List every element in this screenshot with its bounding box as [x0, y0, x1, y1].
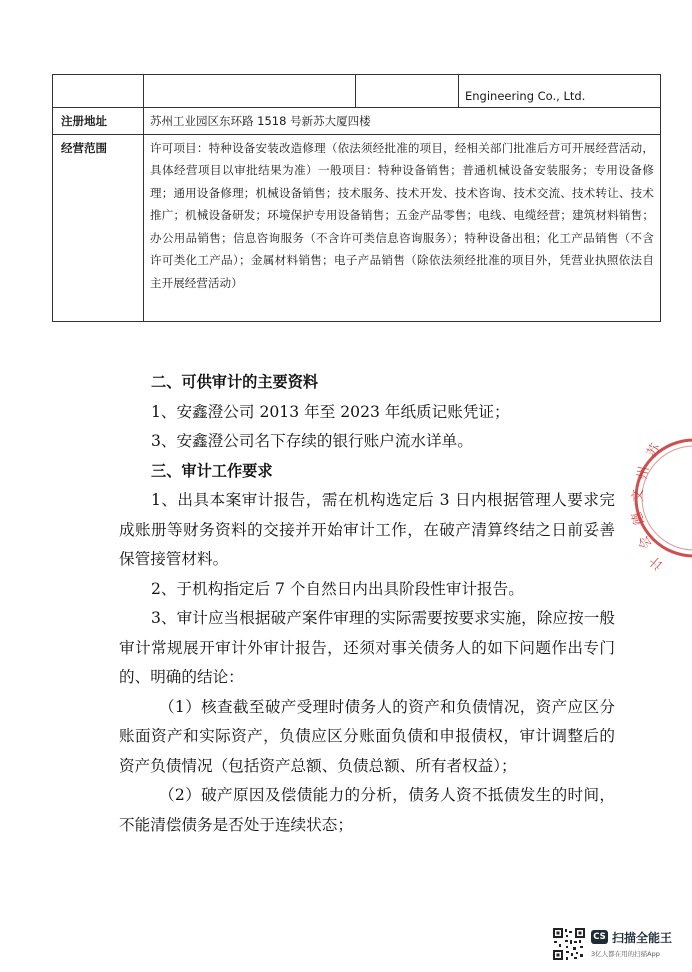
svg-text:文: 文 — [631, 488, 646, 502]
company-seal — [632, 418, 692, 578]
svg-text:计: 计 — [646, 552, 667, 573]
section-3-heading: 三、审计工作要求 — [151, 461, 273, 480]
document-body — [119, 368, 615, 840]
scope-value: 许可项目：特种设备安装改造修理（依法须经批准的项目，经相关部门批准后方可开展经营活动，具体经营项目以审批结果为准）一般项目：特种设备销售；普通机械设备安装服务；专用设备修理；通用设备修理；机械设备销售；技术服务、技术开发、技术咨询、技术交流、技术转让、技术推广；机械设备研发；环境保护专用设备销售；五金产品零售；电线、电缆经营；建筑材料销售；办公用品销售；信息咨询服务（不含许可类信息咨询服务）；特种设备出租；化工产品销售（不含许可类化工产品）；金属材料销售；电子产品销售（除依法须经批准的项目外，凭营业执照依法自主开展经营活动） — [150, 141, 654, 290]
company-english-name: Engineering Co., Ltd. — [459, 75, 661, 108]
section-2-item-1: 1、安鑫澄公司 2013 年至 2023 年纸质记账凭证； — [151, 402, 510, 421]
scanner-watermark — [552, 927, 687, 967]
table-row-address — [53, 108, 661, 135]
address-value: 苏州工业园区东环路 1518 号新苏大厦四楼 — [144, 108, 661, 135]
scope-label: 经营范围 — [53, 135, 144, 322]
scope-cell — [144, 135, 661, 322]
section-3-subitem-2: （2）破产原因及偿债能力的分析，债务人资不抵债发生的时间，不能清偿债务是否处于连续状态； — [119, 786, 615, 834]
section-3-subitem-1: （1）核查截至破产受理时债务人的资产和负债情况，资产应区分账面资产和实际资产，负债应区分账面负债和申报债权，审计调整后的资产负债情况（包括资产总额、负债总额、所有者权益）； — [119, 697, 615, 775]
qr-code-icon — [552, 927, 586, 961]
table-cell-empty — [53, 75, 144, 108]
svg-text:会: 会 — [635, 532, 656, 552]
seal-icon — [632, 418, 692, 578]
scanner-app-name: 扫描全能王 — [612, 931, 673, 945]
table-cell-empty — [356, 75, 459, 108]
company-info-table — [52, 74, 661, 322]
section-3-item-3: 3、审计应当根据破产案件审理的实际需要按要求实施，除应按一般审计常规展开审计外审计报告，还须对事关债务人的如下问题作出专门的、明确的结论： — [119, 609, 615, 686]
table-row-scope — [53, 135, 661, 322]
svg-text:德: 德 — [630, 510, 648, 527]
address-label: 注册地址 — [53, 108, 144, 135]
camscanner-logo: CS — [591, 930, 608, 944]
section-3-item-2: 2、于机构指定后 7 个自然日内出具阶段性审计报告。 — [151, 579, 524, 598]
table-row — [53, 75, 661, 108]
svg-text:州: 州 — [635, 465, 653, 481]
section-2-heading: 二、可供审计的主要资料 — [151, 373, 319, 391]
section-2-item-3: 3、安鑫澄公司名下存续的银行账户流水详单。 — [151, 432, 473, 450]
svg-text:苏: 苏 — [644, 441, 664, 460]
scanner-tagline: 3亿人都在用的扫描App — [591, 950, 660, 958]
section-3-item-1: 1、出具本案审计报告，需在机构选定后 3 日内根据管理人要求完成账册等财务资料的交接并开始审计工作，在破产清算终结之日前妥善保管接管材料。 — [119, 491, 615, 568]
table-cell-empty — [144, 75, 356, 108]
